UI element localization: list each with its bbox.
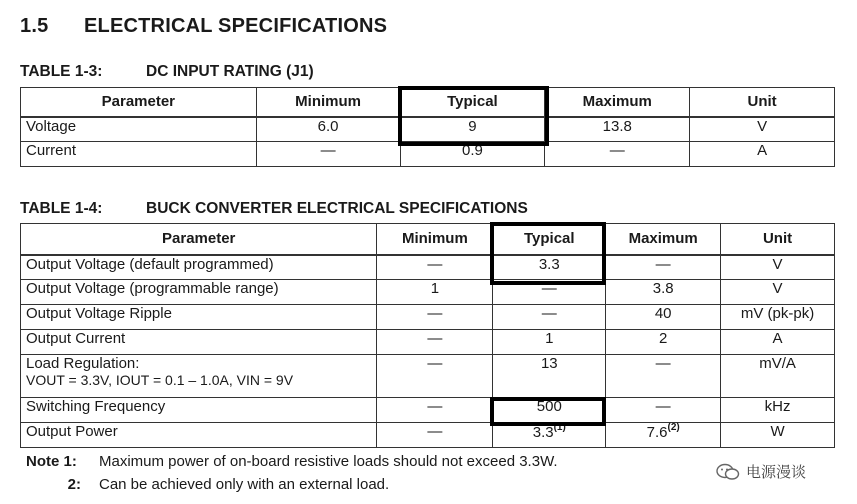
header-cell: Typical xyxy=(493,224,606,255)
watermark xyxy=(716,461,806,482)
header-cell: Parameter xyxy=(21,88,257,117)
table-header-row xyxy=(21,224,835,255)
table-cell: V xyxy=(721,280,835,305)
table2-title: BUCK CONVERTER ELECTRICAL SPECIFICATIONS xyxy=(146,200,528,217)
table-cell: Switching Frequency xyxy=(21,398,377,423)
typical-highlight-box xyxy=(398,86,549,146)
table-cell: 0.9 xyxy=(400,142,545,167)
table-cell: W xyxy=(721,423,835,448)
table-cell: V xyxy=(690,117,835,142)
note-text: Maximum power of on-board resistive loads should not exceed 3.3W. xyxy=(99,453,558,470)
table1-label: TABLE 1-3: xyxy=(20,63,103,80)
load-regulation-conditions: VOUT = 3.3V, IOUT = 0.1 – 1.0A, VIN = 9V xyxy=(26,372,294,388)
header-cell: Maximum xyxy=(545,88,690,117)
table-cell: — xyxy=(377,423,493,448)
table-cell: V xyxy=(721,255,835,280)
typical-voltage-highlight-box xyxy=(490,222,606,285)
table-cell: 1 xyxy=(377,280,493,305)
table-cell: Output Voltage Ripple xyxy=(21,305,377,330)
table-cell: 9 xyxy=(400,117,545,142)
table-cell: mV (pk-pk) xyxy=(721,305,835,330)
table-cell: — xyxy=(377,398,493,423)
watermark-text: 电源漫谈 xyxy=(746,464,807,481)
table-cell: — xyxy=(545,142,690,167)
table-cell xyxy=(493,423,606,448)
table-cell: Output Voltage (programmable range) xyxy=(21,280,377,305)
table-row xyxy=(21,330,835,355)
table-row xyxy=(21,423,835,448)
table-cell: 13.8 xyxy=(545,117,690,142)
header-cell: Minimum xyxy=(256,88,400,117)
table2-caption xyxy=(20,200,528,218)
table-cell: 3.8 xyxy=(606,280,721,305)
note-2 xyxy=(26,476,389,493)
table-row xyxy=(21,255,835,280)
section-heading xyxy=(20,15,387,38)
table-cell: Current xyxy=(21,142,257,167)
table-cell: mV/A xyxy=(721,355,835,398)
table-cell: 6.0 xyxy=(256,117,400,142)
footnote-ref: (2) xyxy=(667,422,680,433)
table-cell: 40 xyxy=(606,305,721,330)
table-cell: A xyxy=(690,142,835,167)
table-cell: — xyxy=(606,355,721,398)
table-cell: — xyxy=(493,280,606,305)
header-cell: Parameter xyxy=(21,224,377,255)
table1-caption xyxy=(20,63,314,81)
table-cell: Voltage xyxy=(21,117,257,142)
table-row xyxy=(21,398,835,423)
table-cell xyxy=(606,423,721,448)
note-label: Note xyxy=(26,453,60,470)
header-cell: Unit xyxy=(690,88,835,117)
table-cell: 2 xyxy=(606,330,721,355)
wechat-icon xyxy=(716,463,740,481)
output-power-typical: 3.3 xyxy=(532,424,554,441)
table-cell: — xyxy=(606,398,721,423)
footnote-ref: (1) xyxy=(553,422,566,433)
table-cell: A xyxy=(721,330,835,355)
table-cell xyxy=(21,355,377,398)
switching-frequency-highlight-box xyxy=(490,397,606,426)
table-cell: kHz xyxy=(721,398,835,423)
table-cell: 3.3 xyxy=(493,255,606,280)
table-cell: Output Current xyxy=(21,330,377,355)
header-cell: Typical xyxy=(400,88,545,117)
table-cell: — xyxy=(493,305,606,330)
table-cell: — xyxy=(606,255,721,280)
section-number: 1.5 xyxy=(20,15,49,37)
note-text: Can be achieved only with an external load. xyxy=(99,476,390,493)
table-cell: — xyxy=(377,305,493,330)
buck-converter-table xyxy=(20,223,835,448)
table-row xyxy=(21,305,835,330)
note-1 xyxy=(26,453,558,470)
table-cell: Output Power xyxy=(21,423,377,448)
table-cell: 13 xyxy=(493,355,606,398)
table2-label: TABLE 1-4: xyxy=(20,200,103,217)
table-cell: — xyxy=(256,142,400,167)
load-regulation-label: Load Regulation: xyxy=(26,355,140,372)
header-cell: Minimum xyxy=(377,224,493,255)
table-cell: 500 xyxy=(493,398,606,423)
table-cell: 1 xyxy=(493,330,606,355)
table-cell: — xyxy=(377,355,493,398)
table-row xyxy=(21,355,835,398)
note-number: 2: xyxy=(67,476,81,493)
output-power-maximum: 7.6 xyxy=(646,424,668,441)
table1-title: DC INPUT RATING (J1) xyxy=(146,63,314,80)
header-cell: Maximum xyxy=(606,224,721,255)
note-number: 1: xyxy=(63,453,77,470)
table-cell: — xyxy=(377,330,493,355)
section-title: ELECTRICAL SPECIFICATIONS xyxy=(84,15,388,37)
table-cell: Output Voltage (default programmed) xyxy=(21,255,377,280)
table-cell: — xyxy=(377,255,493,280)
header-cell: Unit xyxy=(721,224,835,255)
table-row xyxy=(21,280,835,305)
